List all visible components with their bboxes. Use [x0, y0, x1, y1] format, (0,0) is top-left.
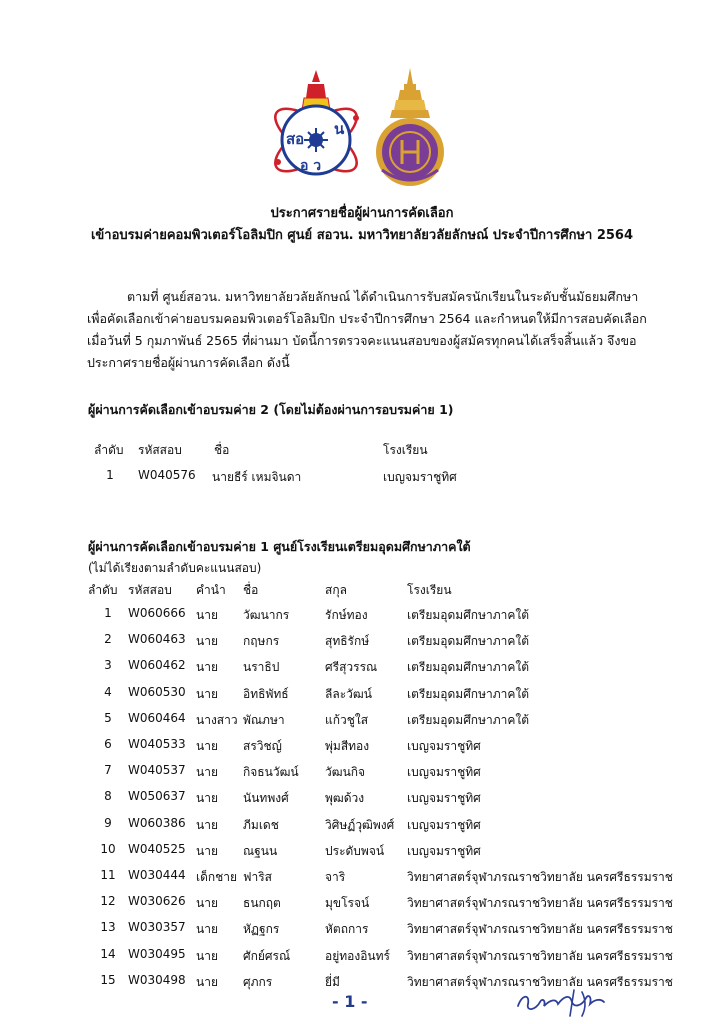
cell-code: W040525 — [128, 841, 186, 856]
cell-last: ศรีสุวรรณ — [325, 660, 378, 675]
cell-school: เตรียมอุดมศึกษาภาคใต้ — [407, 712, 530, 727]
cell-last: ยี่มี — [325, 974, 340, 989]
cell-code: W060530 — [128, 684, 186, 699]
cell-no: 12 — [100, 894, 116, 909]
cell-code: W030444 — [128, 868, 186, 882]
cell-code: W030626 — [128, 894, 186, 909]
col-school-header: โรงเรียน — [383, 443, 428, 457]
cell-no: 15 — [100, 972, 116, 987]
cell-prefix: นาย — [196, 974, 218, 989]
col-no-header: ลำดับ — [88, 583, 118, 597]
cell-school: วิทยาศาสตร์จุฬาภรณราชวิทยาลัย นครศรีธรรมราช — [407, 948, 673, 963]
cell-last: มุขโรจน์ — [325, 896, 370, 911]
cell-code: W030357 — [128, 920, 186, 935]
cell-no: 10 — [100, 841, 116, 856]
cell-prefix: นาย — [196, 739, 218, 753]
cell-code: W040537 — [128, 763, 186, 778]
table-row — [0, 894, 724, 916]
cell-last: ลีละวัฒน์ — [325, 686, 372, 701]
cell-code: W030495 — [128, 946, 186, 961]
intro-paragraph — [87, 286, 647, 374]
cell-code: W060386 — [128, 815, 186, 830]
cell-last: วิศิษฏ์วุฒิพงศ์ — [325, 817, 395, 832]
cell-school: วิทยาศาสตร์จุฬาภรณราชวิทยาลัย นครศรีธรรมราช — [407, 896, 673, 911]
cell-prefix: นาย — [196, 686, 218, 701]
table-row — [0, 842, 724, 864]
cell-school: เบญจมราชูทิศ — [407, 817, 481, 832]
intro-line: เมื่อวันที่ 5 กุมภาพันธ์ 2565 ที่ผ่านมา บัดนี้การตรวจคะแนนสอบของผู้สมัครทุกคนได้เสร็จสิ้นแล้ว จึงขอ — [87, 333, 637, 348]
cell-first: นราธิป — [243, 660, 280, 675]
cell-prefix: นาย — [196, 817, 218, 832]
cell-school: เบญจมราชูทิศ — [407, 843, 481, 858]
section2-header-row — [0, 581, 724, 603]
table-row — [0, 789, 724, 811]
cell-no: 3 — [104, 658, 112, 673]
cell-code: W030498 — [128, 972, 186, 987]
svg-text:สอ: สอ — [286, 130, 305, 148]
sor-or-wor-nor-emblem-icon — [264, 68, 368, 184]
cell-prefix: นาย — [196, 608, 218, 622]
cell-no: 2 — [104, 632, 112, 647]
table-row — [0, 632, 724, 654]
cell-first: กฤษกร — [243, 634, 280, 649]
cell-code: W060463 — [128, 632, 186, 647]
cell-prefix: นาย — [196, 791, 218, 806]
intro-line: เพื่อคัดเลือกเข้าค่ายอบรมคอมพิวเตอร์โอลิมปิก ประจำปีการศึกษา 2564 และกำหนดให้มีการสอบคัดเลือก — [87, 311, 647, 326]
cell-school: เตรียมอุดมศึกษาภาคใต้ — [407, 608, 530, 622]
table-row — [0, 711, 724, 733]
table-row — [0, 868, 724, 890]
cell-prefix: นาย — [196, 896, 218, 911]
cell-no: 11 — [100, 868, 116, 882]
cell-last: จาริ — [325, 870, 346, 884]
col-prefix-header: คำนำ — [196, 583, 226, 597]
cell-last: หัตถการ — [325, 922, 369, 937]
svg-text:อ ว: อ ว — [300, 158, 322, 174]
cell-first: ณฐนน — [243, 843, 278, 858]
cell-prefix: นาย — [196, 634, 218, 649]
col-last-header: สกุล — [325, 583, 347, 597]
cell-prefix: นาย — [196, 765, 218, 780]
cell-prefix: เด็กชาย — [196, 870, 238, 884]
section2-heading: ผู้ผ่านการคัดเลือกเข้าอบรมค่าย 1 ศูนย์โรงเรียนเตรียมอุดมศึกษาภาคใต้ — [88, 539, 471, 554]
announcement-subtitle: เข้าอบรมค่ายคอมพิวเตอร์โอลิมปิก ศูนย์ สอวน. มหาวิทยาลัยวลัยลักษณ์ ประจำปีการศึกษา 2564 — [90, 228, 634, 243]
section2-note: (ไม่ได้เรียงตามลำดับคะแนนสอบ) — [88, 561, 262, 575]
cell-first: สรวิชญ์ — [243, 739, 282, 753]
cell-first: ศุภกร — [243, 974, 273, 989]
section1-header-row — [0, 441, 724, 463]
cell-no: 8 — [104, 789, 112, 804]
cell-first: กิจธนวัฒน์ — [243, 765, 299, 780]
cell-first: นันทพงศ์ — [243, 791, 289, 806]
handwritten-signature-icon — [512, 986, 612, 1020]
table-row — [0, 816, 724, 838]
cell-school: เบญจมราชูทิศ — [407, 765, 481, 780]
cell-last: วัฒนกิจ — [325, 765, 366, 780]
cell-code: W060462 — [128, 658, 186, 673]
cell-prefix: นาย — [196, 948, 218, 963]
cell-last: พุ่มสีทอง — [325, 739, 370, 753]
col-code-header: รหัสสอบ — [128, 583, 172, 597]
table-row — [0, 737, 724, 759]
cell-prefix: นางสาว — [196, 712, 238, 727]
svg-text:น: น — [334, 120, 345, 138]
cell-school: วิทยาศาสตร์จุฬาภรณราชวิทยาลัย นครศรีธรรมราช — [407, 922, 673, 937]
cell-code: W060464 — [128, 710, 186, 725]
cell-first: หัฏฐกร — [243, 922, 280, 937]
cell-last: สุทธิรักษ์ — [325, 634, 370, 649]
cell-first: ภีมเดช — [243, 817, 279, 832]
walailak-university-seal-icon — [370, 66, 450, 188]
announcement-title: ประกาศรายชื่อผู้ผ่านการคัดเลือก — [270, 206, 454, 221]
cell-first: พัณภษา — [243, 712, 285, 727]
intro-line: ประกาศรายชื่อผู้ผ่านการคัดเลือก ดังนี้ — [87, 355, 290, 370]
cell-school: วิทยาศาสตร์จุฬาภรณราชวิทยาลัย นครศรีธรรมราช — [407, 974, 673, 989]
cell-no: 7 — [104, 763, 112, 778]
cell-code: W050637 — [128, 789, 186, 804]
cell-first: ฟาริส — [243, 870, 273, 884]
header-logos — [0, 66, 724, 190]
cell-no: 5 — [104, 710, 112, 725]
cell-first: ธนกฤต — [243, 896, 281, 911]
section1-heading: ผู้ผ่านการคัดเลือกเข้าอบรมค่าย 2 (โดยไม่ต้องผ่านการอบรมค่าย 1) — [88, 402, 454, 417]
cell-prefix: นาย — [196, 660, 218, 675]
cell-school: เตรียมอุดมศึกษาภาคใต้ — [407, 634, 530, 649]
table-row — [0, 606, 724, 628]
table-row — [0, 947, 724, 969]
cell-last: อยู่ทองอินทร์ — [325, 948, 390, 963]
cell-code: W060666 — [128, 606, 186, 620]
cell-last: แก้วชูใส — [325, 712, 369, 727]
col-code-header: รหัสสอบ — [138, 443, 182, 457]
cell-first: วัฒนากร — [243, 608, 290, 622]
cell-last: ประดับพจน์ — [325, 843, 385, 858]
table-row — [0, 763, 724, 785]
cell-no: 1 — [104, 606, 112, 620]
cell-no: 6 — [104, 737, 112, 751]
cell-school: เตรียมอุดมศึกษาภาคใต้ — [407, 686, 530, 701]
page-number: - 1 - — [332, 992, 368, 1011]
cell-no: 9 — [104, 815, 112, 830]
cell-no: 14 — [100, 946, 116, 961]
table-row — [0, 658, 724, 680]
table-row: 1 W040576 นายธีร์ เหมจินดา เบญจมราชูทิศ — [106, 468, 457, 484]
cell-code: W040533 — [128, 737, 186, 751]
table-row — [0, 685, 724, 707]
col-name-header: ชื่อ — [214, 443, 230, 457]
cell-school: เตรียมอุดมศึกษาภาคใต้ — [407, 660, 530, 675]
cell-last: รักษ์ทอง — [325, 608, 368, 622]
col-no-header: ลำดับ — [94, 443, 124, 457]
cell-no: 4 — [104, 684, 112, 699]
intro-line: ตามที่ ศูนย์สอวน. มหาวิทยาลัยวลัยลักษณ์ ได้ดำเนินการรับสมัครนักเรียนในระดับชั้นมัธยมศึกษา — [127, 289, 639, 304]
cell-prefix: นาย — [196, 922, 218, 937]
cell-school: วิทยาศาสตร์จุฬาภรณราชวิทยาลัย นครศรีธรรมราช — [407, 870, 673, 884]
table-row — [0, 920, 724, 942]
cell-no: 13 — [100, 920, 116, 935]
col-school-header: โรงเรียน — [407, 583, 452, 597]
cell-prefix: นาย — [196, 843, 218, 858]
col-first-header: ชื่อ — [243, 583, 259, 597]
cell-school: เบญจมราชูทิศ — [407, 791, 481, 806]
cell-first: อิทธิพัทธ์ — [243, 686, 289, 701]
cell-last: พุฒด้วง — [325, 791, 365, 806]
cell-school: เบญจมราชูทิศ — [407, 739, 481, 753]
cell-first: ศักย์ศรณ์ — [243, 948, 291, 963]
